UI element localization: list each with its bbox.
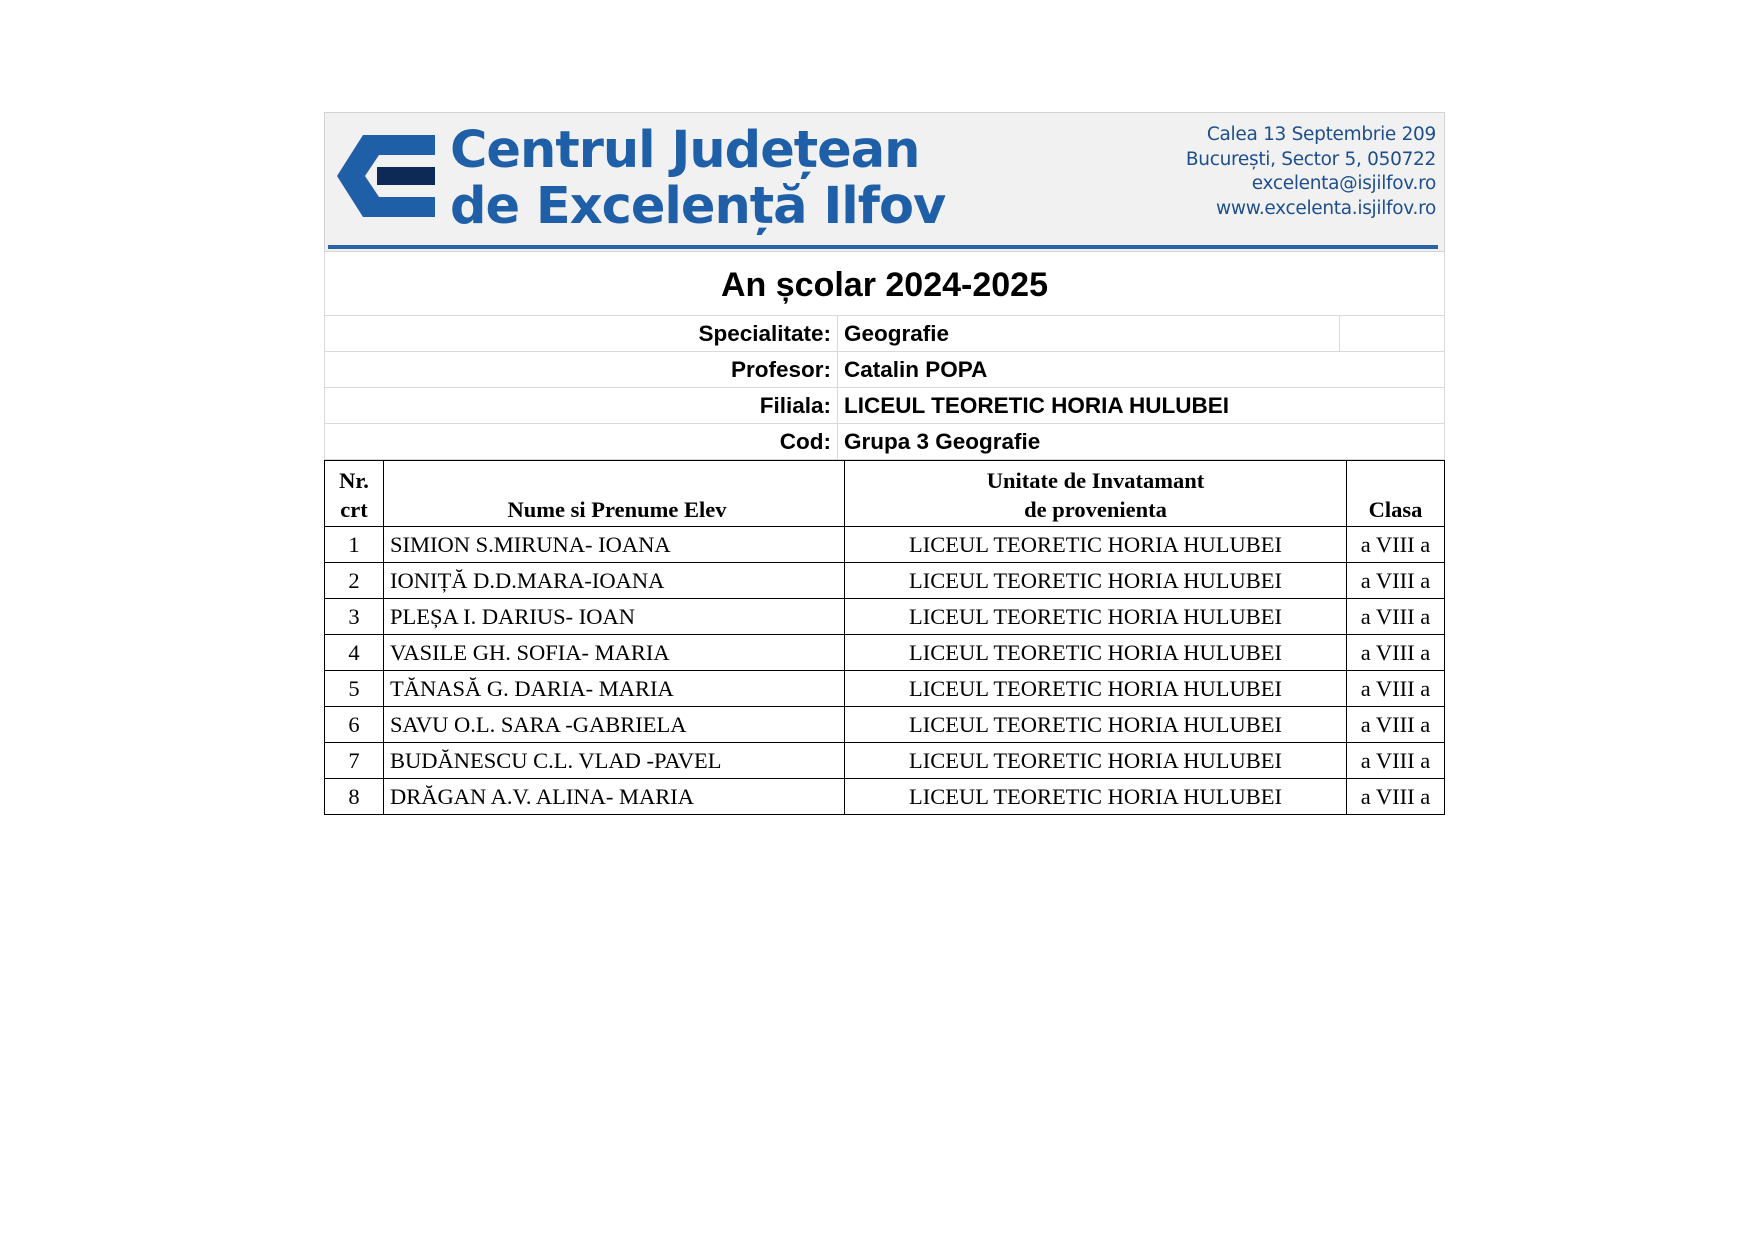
profesor-value: Catalin POPA bbox=[837, 352, 987, 387]
students-table bbox=[324, 460, 1445, 815]
filiala-label: Filiala: bbox=[759, 392, 831, 418]
table-row bbox=[325, 599, 1445, 635]
cell-class: a VIII a bbox=[1347, 635, 1445, 671]
cell-name: TĂNASĂ G. DARIA- MARIA bbox=[384, 671, 845, 707]
cell-nr: 8 bbox=[325, 779, 384, 815]
cell-class: a VIII a bbox=[1347, 671, 1445, 707]
table-row bbox=[325, 779, 1445, 815]
contact-block bbox=[1186, 123, 1436, 221]
table-row bbox=[325, 707, 1445, 743]
cell-nr: 6 bbox=[325, 707, 384, 743]
header-divider bbox=[328, 245, 1438, 249]
cell-school: LICEUL TEORETIC HORIA HULUBEI bbox=[845, 563, 1347, 599]
table-row bbox=[325, 527, 1445, 563]
logo-mark-icon bbox=[329, 127, 435, 225]
specialitate-label: Specialitate: bbox=[698, 320, 831, 346]
header-name: Nume si Prenume Elev bbox=[384, 461, 845, 527]
cell-school: LICEUL TEORETIC HORIA HULUBEI bbox=[845, 707, 1347, 743]
header-school-line2: de provenienta bbox=[1024, 497, 1167, 522]
header-class: Clasa bbox=[1347, 461, 1445, 527]
cell-school: LICEUL TEORETIC HORIA HULUBEI bbox=[845, 779, 1347, 815]
table-row bbox=[325, 563, 1445, 599]
address-line-1: Calea 13 Septembrie 209 bbox=[1206, 124, 1436, 145]
cell-name: SIMION S.MIRUNA- IOANA bbox=[384, 527, 845, 563]
cod-label: Cod: bbox=[779, 428, 831, 454]
page-title: An școlar 2024-2025 bbox=[721, 266, 1048, 304]
specialitate-value: Geografie bbox=[837, 316, 1339, 351]
title-row bbox=[324, 252, 1445, 316]
cod-value: Grupa 3 Geografie bbox=[837, 424, 1040, 459]
cell-class: a VIII a bbox=[1347, 527, 1445, 563]
cell-class: a VIII a bbox=[1347, 563, 1445, 599]
letterhead bbox=[324, 112, 1445, 252]
cell-name: IONIȚĂ D.D.MARA-IOANA bbox=[384, 563, 845, 599]
info-row-profesor bbox=[324, 352, 1445, 388]
cell-name: DRĂGAN A.V. ALINA- MARIA bbox=[384, 779, 845, 815]
cell-nr: 7 bbox=[325, 743, 384, 779]
logo-line-2: de Excelență Ilfov bbox=[450, 177, 946, 236]
cell-class: a VIII a bbox=[1347, 743, 1445, 779]
cell-nr: 2 bbox=[325, 563, 384, 599]
info-row-specialitate bbox=[324, 316, 1445, 352]
cell-school: LICEUL TEORETIC HORIA HULUBEI bbox=[845, 527, 1347, 563]
profesor-label: Profesor: bbox=[730, 356, 831, 382]
cell-class: a VIII a bbox=[1347, 707, 1445, 743]
header-nr-line1: Nr. bbox=[339, 468, 369, 493]
logo-text bbox=[450, 123, 945, 235]
cell-school: LICEUL TEORETIC HORIA HULUBEI bbox=[845, 743, 1347, 779]
cell-nr: 4 bbox=[325, 635, 384, 671]
cell-name: VASILE GH. SOFIA- MARIA bbox=[384, 635, 845, 671]
header-school bbox=[845, 461, 1347, 527]
cell-nr: 3 bbox=[325, 599, 384, 635]
table-row bbox=[325, 671, 1445, 707]
cell-class: a VIII a bbox=[1347, 779, 1445, 815]
document-sheet bbox=[324, 112, 1445, 815]
cell-school: LICEUL TEORETIC HORIA HULUBEI bbox=[845, 635, 1347, 671]
header-nr-crt bbox=[325, 461, 384, 527]
logo-line-1: Centrul Județean bbox=[450, 121, 920, 180]
filiala-value: LICEUL TEORETIC HORIA HULUBEI bbox=[837, 388, 1229, 423]
cell-school: LICEUL TEORETIC HORIA HULUBEI bbox=[845, 599, 1347, 635]
header-nr-line2: crt bbox=[340, 497, 368, 522]
address-line-2: București, Sector 5, 050722 bbox=[1185, 148, 1436, 170]
table-header-row bbox=[325, 461, 1445, 527]
header-school-line1: Unitate de Invatamant bbox=[986, 468, 1205, 493]
email-link[interactable]: excelenta@isjilfov.ro bbox=[1251, 173, 1436, 194]
cell-school: LICEUL TEORETIC HORIA HULUBEI bbox=[845, 671, 1347, 707]
cell-name: BUDĂNESCU C.L. VLAD -PAVEL bbox=[384, 743, 845, 779]
website-link[interactable]: www.excelenta.isjilfov.ro bbox=[1216, 197, 1436, 219]
cell-nr: 5 bbox=[325, 671, 384, 707]
info-row-filiala bbox=[324, 388, 1445, 424]
cell-name: SAVU O.L. SARA -GABRIELA bbox=[384, 707, 845, 743]
specialitate-empty-cell bbox=[1339, 316, 1444, 351]
info-row-cod bbox=[324, 424, 1445, 460]
table-row bbox=[325, 743, 1445, 779]
cell-nr: 1 bbox=[325, 527, 384, 563]
cell-name: PLEȘA I. DARIUS- IOAN bbox=[384, 599, 845, 635]
cell-class: a VIII a bbox=[1347, 599, 1445, 635]
table-row bbox=[325, 635, 1445, 671]
